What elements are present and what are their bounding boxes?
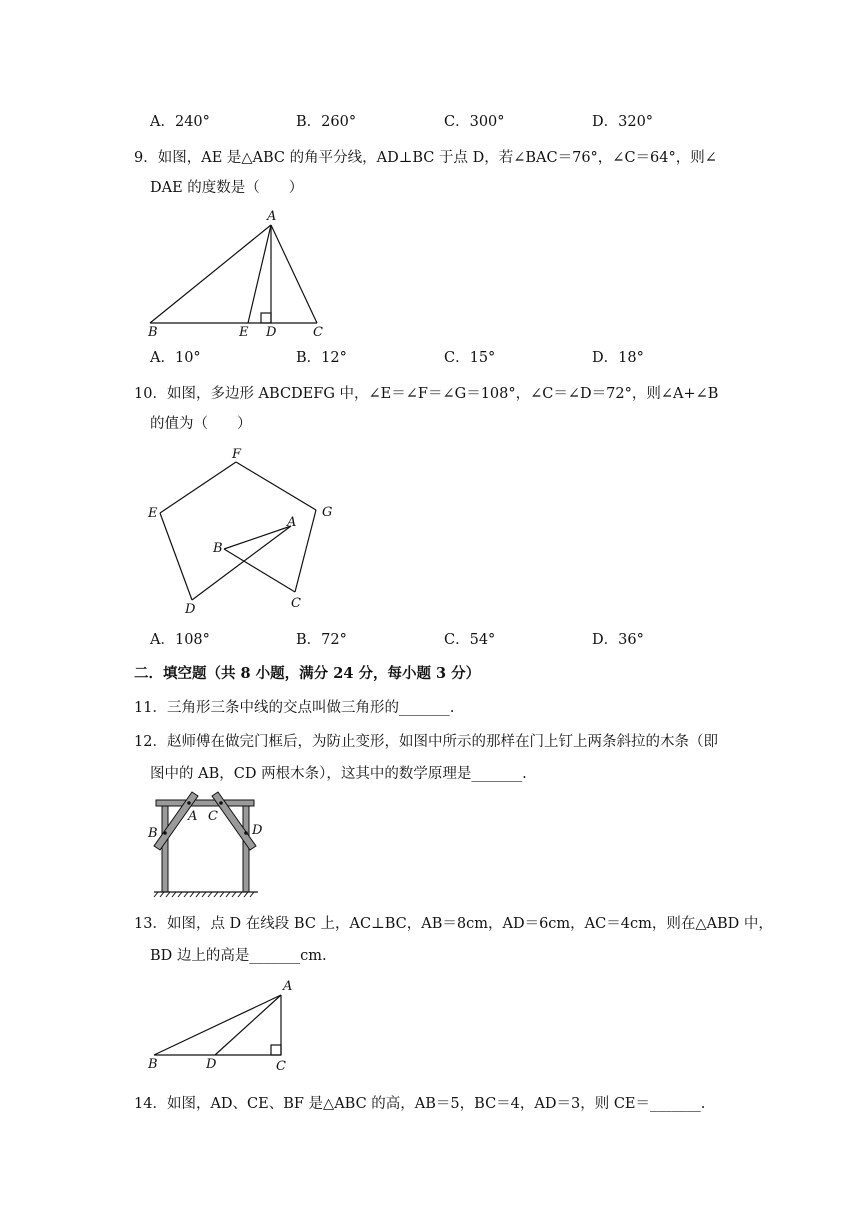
q9-stem-line1: 9．如图，AE 是△ABC 的角平分线，AD⊥BC 于点 D，若∠BAC＝76°，∠C＝64°，则∠ — [134, 150, 717, 166]
q12-label-a: A — [188, 809, 198, 824]
q12-label-c: C — [208, 809, 218, 824]
q8-option-b: B．260° — [296, 114, 357, 130]
q12-label-b: B — [148, 826, 158, 841]
q9-option-a: A．10° — [150, 350, 201, 366]
q10-option-d: D．36° — [592, 632, 644, 648]
q9-stem-line2: DAE 的度数是（ ） — [150, 180, 304, 196]
q10-option-a: A．108° — [150, 632, 210, 648]
q12-door-frame-figure — [140, 790, 270, 900]
q8-option-a: A．240° — [150, 114, 210, 130]
q10-stem-line2: 的值为（ ） — [150, 416, 252, 432]
q13-triangle-figure — [140, 975, 310, 1075]
q10-label-g: G — [322, 505, 333, 520]
section-2-title: 二．填空题（共 8 小题，满分 24 分，每小题 3 分） — [134, 665, 481, 682]
q9-label-a: A — [267, 209, 277, 224]
q10-option-b: B．72° — [296, 632, 347, 648]
q12-stem-line1: 12．赵师傅在做完门框后，为防止变形，如图中所示的那样在门上钉上两条斜拉的木条（即 — [134, 734, 718, 750]
q8-option-c: C．300° — [444, 114, 505, 130]
q10-label-b: B — [213, 541, 223, 556]
q9-label-c: C — [313, 325, 323, 340]
q13-label-d: D — [206, 1057, 217, 1072]
q9-label-b: B — [148, 325, 158, 340]
q10-label-c: C — [291, 596, 301, 611]
q9-option-c: C．15° — [444, 350, 496, 366]
q13-stem-line2: BD 边上的高是_______cm. — [150, 948, 327, 964]
q9-label-e: E — [239, 325, 249, 340]
q10-label-a: A — [287, 515, 297, 530]
q12-stem-line2: 图中的 AB，CD 两根木条），这其中的数学原理是_______. — [150, 766, 527, 782]
q10-label-d: D — [185, 602, 196, 617]
q9-triangle-figure — [140, 205, 340, 340]
q12-label-d: D — [252, 823, 263, 838]
q9-option-d: D．18° — [592, 350, 644, 366]
q10-polygon-figure — [140, 440, 350, 620]
q13-stem-line1: 13．如图，点 D 在线段 BC 上，AC⊥BC，AB＝8cm，AD＝6cm，AC＝4cm，则在△ABD 中， — [134, 916, 773, 932]
q13-label-c: C — [276, 1059, 286, 1074]
q9-option-b: B．12° — [296, 350, 347, 366]
q10-stem-line1: 10．如图，多边形 ABCDEFG 中，∠E＝∠F＝∠G＝108°，∠C＝∠D＝72°，则∠A+∠B — [134, 386, 719, 402]
q10-label-f: F — [232, 447, 242, 462]
q10-option-c: C．54° — [444, 632, 496, 648]
q11-stem: 11．三角形三条中线的交点叫做三角形的_______. — [134, 700, 455, 716]
q8-option-d: D．320° — [592, 114, 654, 130]
q13-label-b: B — [148, 1057, 158, 1072]
q14-stem: 14．如图，AD、CE、BF 是△ABC 的高，AB＝5，BC＝4，AD＝3，则 CE＝_______. — [134, 1096, 706, 1112]
q10-label-e: E — [148, 506, 158, 521]
q13-label-a: A — [283, 979, 293, 994]
q9-label-d: D — [266, 325, 277, 340]
